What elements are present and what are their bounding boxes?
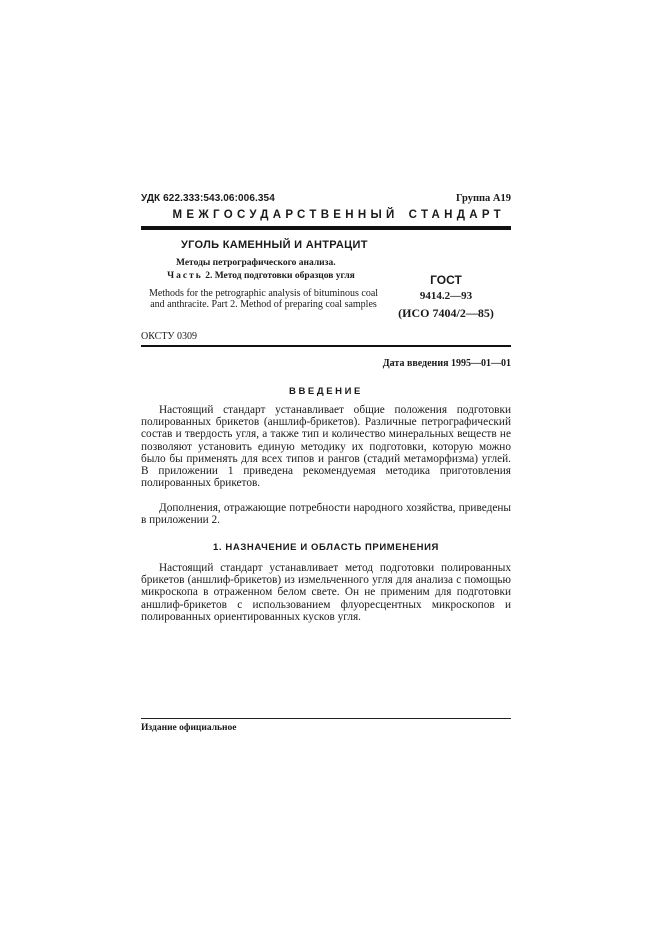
classification-rule xyxy=(141,345,511,347)
introduction-paragraph-1: Настоящий стандарт устанавливает общие положения подготовки полированных брикетов (аншлиф-брикетов). Различные петрографический состав и твердость угля, а также тип и количество минеральных веществ не позволяют установить единую методику их подготовки, которую можно было бы применять для всех типов и рангов (стадий метаморфизма) углей. В приложении 1 приведена рекомендуемая методика приготовления полированных брикетов. xyxy=(141,404,511,490)
gost-designation xyxy=(381,272,511,322)
gost-number: 9414.2—93 xyxy=(419,290,473,302)
header-rule xyxy=(141,226,511,230)
standard-type-banner xyxy=(141,209,511,221)
introduction-heading: ВВЕДЕНИЕ xyxy=(289,386,363,397)
date-of-introduction: Дата введения 1995—01—01 xyxy=(382,358,511,369)
part-text: 2. Метод подготовки образцов угля xyxy=(205,271,355,281)
udk-code: УДК 622.333:543.06:006.354 xyxy=(141,193,275,204)
iso-number: (ИСО 7404/2—85) xyxy=(398,306,494,320)
banner-word-interstate: МЕЖГОСУДАРСТВЕННЫЙ xyxy=(172,209,399,221)
group-code: Группа А19 xyxy=(455,193,511,204)
banner-word-standard: СТАНДАРТ xyxy=(408,209,505,221)
document-page xyxy=(141,0,511,935)
document-part-title xyxy=(141,271,381,281)
part-label: Часть xyxy=(167,271,203,281)
section-1-paragraph-1: Настоящий стандарт устанавливает метод подготовки полированных брикетов (аншлиф-брикетов) из измельченного угля для анализа с помощью микроскопа в отраженном белом свете. Он не применим для подготовки аншлиф-брикетов с использованием флуоресцентных микроскопов и полированных ориентированных кусков угля. xyxy=(141,562,511,623)
footer-rule xyxy=(141,718,511,719)
document-title: УГОЛЬ КАМЕННЫЙ И АНТРАЦИТ xyxy=(181,239,368,251)
official-edition-label: Издание официальное xyxy=(141,723,237,733)
section-1-heading: 1. НАЗНАЧЕНИЕ И ОБЛАСТЬ ПРИМЕНЕНИЯ xyxy=(213,542,439,553)
english-title: Methods for the petrographic analysis of bituminous coal and anthracite. Part 2. Method of preparing coal samples xyxy=(148,288,379,310)
introduction-paragraph-2: Дополнения, отражающие потребности народного хозяйства, приведены в приложении 2. xyxy=(141,502,511,527)
document-subtitle: Методы петрографического анализа. xyxy=(176,258,336,268)
gost-label: ГОСТ xyxy=(430,273,462,287)
okstu-code: ОКСТУ 0309 xyxy=(141,331,198,342)
